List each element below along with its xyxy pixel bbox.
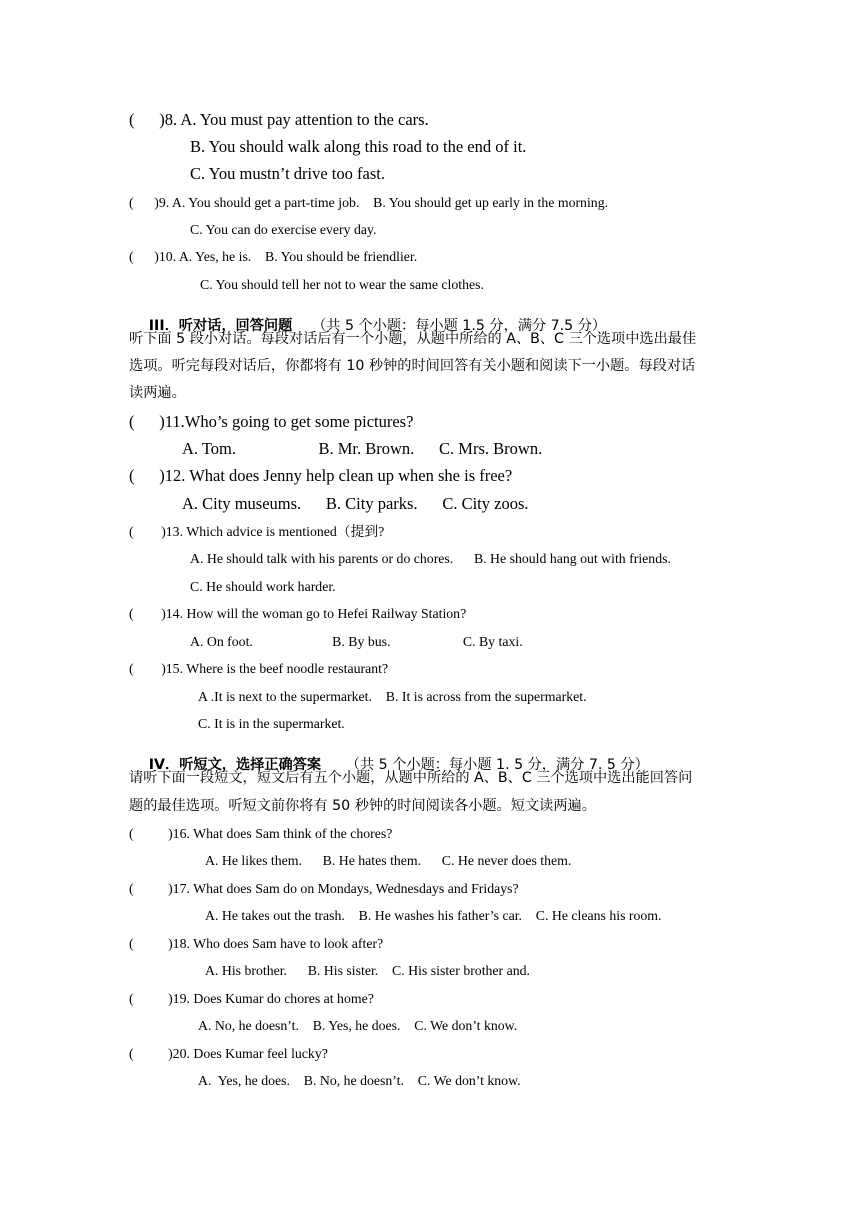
section-4-intro-line-2: 题的最佳选项。听短文前你将有 50 秒钟的时间阅读各小题。短文读两遍。	[129, 798, 596, 814]
question-8-stem: ( )8. A. You must pay attention to the cars.	[129, 110, 429, 129]
question-11-stem: ( )11.Who’s going to get some pictures?	[129, 412, 414, 431]
question-16-stem: ( )16. What does Sam think of the chores?	[129, 826, 393, 841]
question-20-stem: ( )20. Does Kumar feel lucky?	[129, 1046, 328, 1061]
section-3-intro-line-3: 读两遍。	[129, 385, 186, 401]
question-15-option-c: C. It is in the supermarket.	[198, 716, 345, 731]
question-17-options: A. He takes out the trash. B. He washes his father’s car. C. He cleans his room.	[205, 908, 662, 923]
question-9-option-c: C. You can do exercise every day.	[190, 222, 377, 237]
question-18-options: A. His brother. B. His sister. C. His sister brother and.	[205, 963, 530, 978]
question-19-stem: ( )19. Does Kumar do chores at home?	[129, 991, 374, 1006]
question-12-options: A. City museums. B. City parks. C. City zoos.	[182, 494, 529, 513]
question-11-options: A. Tom. B. Mr. Brown. C. Mrs. Brown.	[182, 439, 543, 458]
question-15-options-ab: A .It is next to the supermarket. B. It is across from the supermarket.	[198, 689, 587, 704]
question-8-option-b: B. You should walk along this road to the end of it.	[190, 137, 527, 156]
question-9-stem: ( )9. A. You should get a part-time job. B. You should get up early in the morning.	[129, 195, 609, 210]
section-4-title: IV．听短文，选择正确答案	[148, 757, 322, 774]
question-18-stem: ( )18. Who does Sam have to look after?	[129, 936, 384, 951]
question-14-stem: ( )14. How will the woman go to Hefei Railway Station?	[129, 606, 467, 621]
question-13-options-ab: A. He should talk with his parents or do chores. B. He should hang out with friends.	[190, 551, 671, 566]
question-14-options: A. On foot. B. By bus. C. By taxi.	[190, 634, 523, 649]
question-13-option-c: C. He should work harder.	[190, 579, 336, 594]
question-10-stem: ( )10. A. Yes, he is. B. You should be friendlier.	[129, 249, 418, 264]
question-10-option-c: C. You should tell her not to wear the same clothes.	[200, 277, 484, 292]
section-3-score-note: （共 5 个小题：每小题 1.5 分，满分 7.5 分）	[312, 318, 607, 335]
section-4-score-note: （共 5 个小题：每小题 1. 5 分，满分 7. 5 分）	[345, 757, 649, 774]
question-15-stem: ( )15. Where is the beef noodle restaurant?	[129, 661, 389, 676]
section-3-intro-line-1: 听下面 5 段小对话。每段对话后有一个小题，从题中所给的 A、B、C 三个选项中选出最佳	[129, 331, 697, 347]
section-4-intro-line-1: 请听下面一段短文，短文后有五个小题，从题中所给的 A、B、C 三个选项中选出能回答问	[129, 770, 693, 786]
question-8-option-c: C. You mustn’t drive too fast.	[190, 164, 385, 183]
question-13-stem: ( )13. Which advice is mentioned（提到?	[129, 524, 385, 539]
question-19-options: A. No, he doesn’t. B. Yes, he does. C. We don’t know.	[198, 1018, 518, 1033]
question-16-options: A. He likes them. B. He hates them. C. He never does them.	[205, 853, 572, 868]
section-3-intro-line-2: 选项。听完每段对话后，你都将有 10 秒钟的时间回答有关小题和阅读下一小题。每段对话	[129, 358, 696, 374]
question-12-stem: ( )12. What does Jenny help clean up when she is free?	[129, 466, 513, 485]
question-20-options: A. Yes, he does. B. No, he doesn’t. C. We don’t know.	[198, 1073, 521, 1088]
section-3-title: III．听对话，回答问题	[148, 318, 293, 335]
question-17-stem: ( )17. What does Sam do on Mondays, Wednesdays and Fridays?	[129, 881, 519, 896]
